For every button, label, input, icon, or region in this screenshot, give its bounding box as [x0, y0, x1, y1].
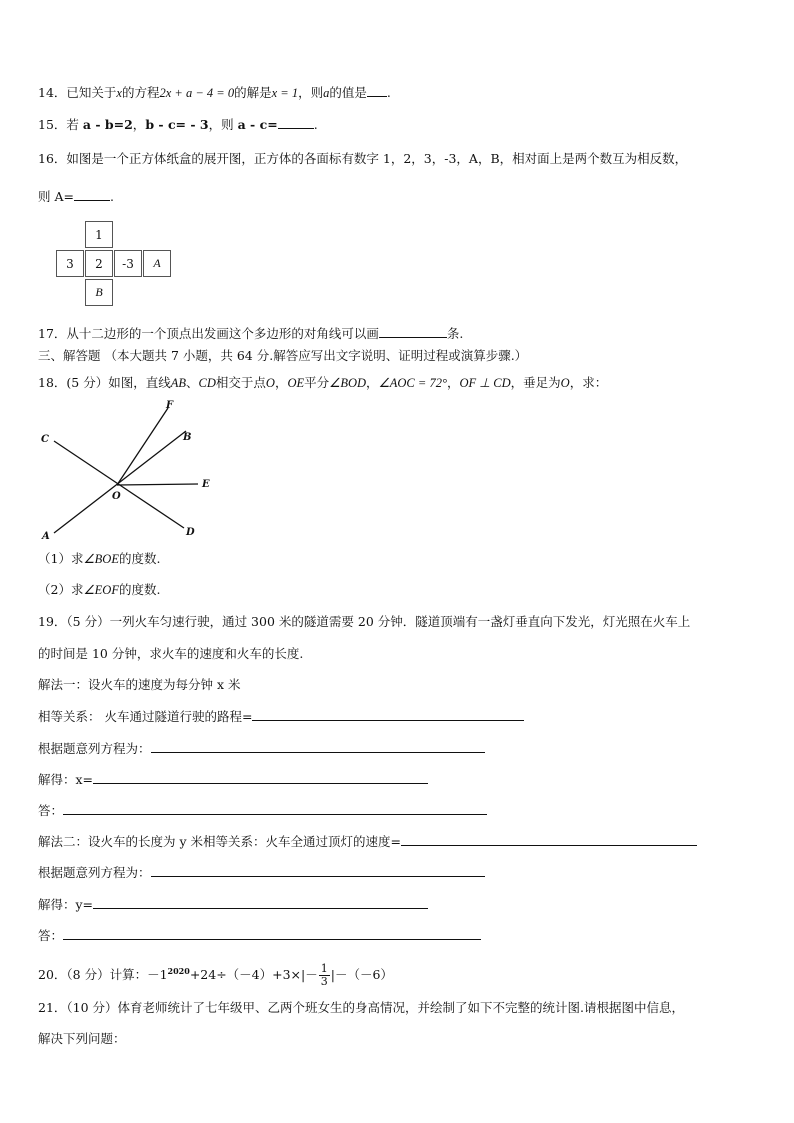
cube-cell-2: 2 [85, 250, 113, 277]
answer-blank [93, 896, 428, 909]
q19-m1-answer: 答： [38, 802, 487, 819]
answer-blank [379, 325, 447, 338]
q21-line1: 21．（10 分）体育老师统计了七年级甲、乙两个班女生的身高情况，并绘制了如下不完整的统计图.请根据图中信息， [38, 1000, 685, 1015]
answer-blank [63, 927, 481, 940]
answer-blank [63, 802, 487, 815]
q19-line2: 的时间是 10 分钟，求火车的速度和火车的长度. [38, 646, 304, 661]
answer-blank [401, 833, 697, 846]
label-d: D [186, 527, 195, 538]
label-c: C [41, 434, 49, 445]
cube-cell-a: A [143, 250, 171, 277]
q17-line: 17．从十二边形的一个顶点出发画这个多边形的对角线可以画 条. [38, 326, 464, 341]
cube-cell-b: B [85, 279, 113, 306]
q19-method1: 解法一：设火车的速度为每分钟 x 米 [38, 677, 241, 692]
q16-line1: 16．如图是一个正方体纸盒的展开图，正方体的各面标有数字 1，2，3，-3，A，B，相对面上是两个数互为相反数， [38, 151, 688, 166]
q19-m1-equation: 根据题意列方程为： [38, 740, 485, 757]
label-e: E [202, 479, 210, 490]
answer-blank [252, 708, 524, 721]
q21-line2: 解决下列问题： [38, 1031, 126, 1046]
section-heading: 三、解答题 （本大题共 7 小题，共 64 分.解答应写出文字说明、证明过程或演算步骤.） [38, 348, 528, 363]
answer-blank [367, 84, 387, 97]
cube-net [56, 221, 172, 306]
q19-line1: 19．（5 分）一列火车匀速行驶，通过 300 米的隧道需要 20 分钟．隧道顶端有一盏灯垂直向下发光，灯光照在火车上 [38, 614, 691, 629]
q18-line: 18．(5 分）如图，直线AB、CD相交于点O，OE平分∠BOD，∠AOC = 72°，OF ⊥ CD，垂足为O，求： [38, 375, 608, 390]
q19-method2: 解法二：设火车的长度为 y 米相等关系：火车全通过顶灯的速度= [38, 833, 697, 850]
label-o: O [112, 491, 121, 502]
fraction-one-third: $\frac{1}{3}$ [320, 962, 328, 989]
q19-m1-solve: 解得：x= [38, 771, 428, 788]
q18-sub1: （1）求∠BOE的度数. [38, 551, 161, 566]
q20-line: 20．（8 分）计算：$-1^{2020}+24\div(-4)+3\times|-$ $\frac{1}{3}$ |－（－6） [38, 962, 393, 989]
q18-sub2: （2）求∠EOF的度数. [38, 582, 161, 597]
answer-blank [278, 116, 314, 129]
q14-line: 14．已知关于x的方程2x + a − 4 = 0的解是x = 1，则a的值是 . [38, 85, 391, 100]
answer-blank [74, 188, 110, 201]
answer-blank [151, 740, 485, 753]
q15-line: 15．若 a - b=2，b - c= - 3，则 a - c= . [38, 117, 318, 132]
q19-m1-relation: 相等关系： 火车通过隧道行驶的路程= [38, 708, 524, 725]
label-a: A [42, 531, 50, 542]
ray-oe [117, 484, 198, 485]
cube-cell-3: 3 [56, 250, 84, 277]
label-f: F [166, 400, 174, 411]
angle-diagram [38, 398, 218, 546]
line-ab [54, 431, 186, 533]
q19-m2-solve: 解得：y= [38, 896, 428, 913]
label-b: B [183, 432, 192, 443]
ray-of [117, 408, 168, 485]
q19-m2-equation: 根据题意列方程为： [38, 864, 485, 881]
cube-cell-neg3: -3 [114, 250, 142, 277]
q19-m2-answer: 答： [38, 927, 481, 944]
cube-cell-1: 1 [85, 221, 113, 248]
answer-blank [93, 771, 428, 784]
q16-line2: 则 A= . [38, 189, 114, 204]
answer-blank [151, 864, 485, 877]
